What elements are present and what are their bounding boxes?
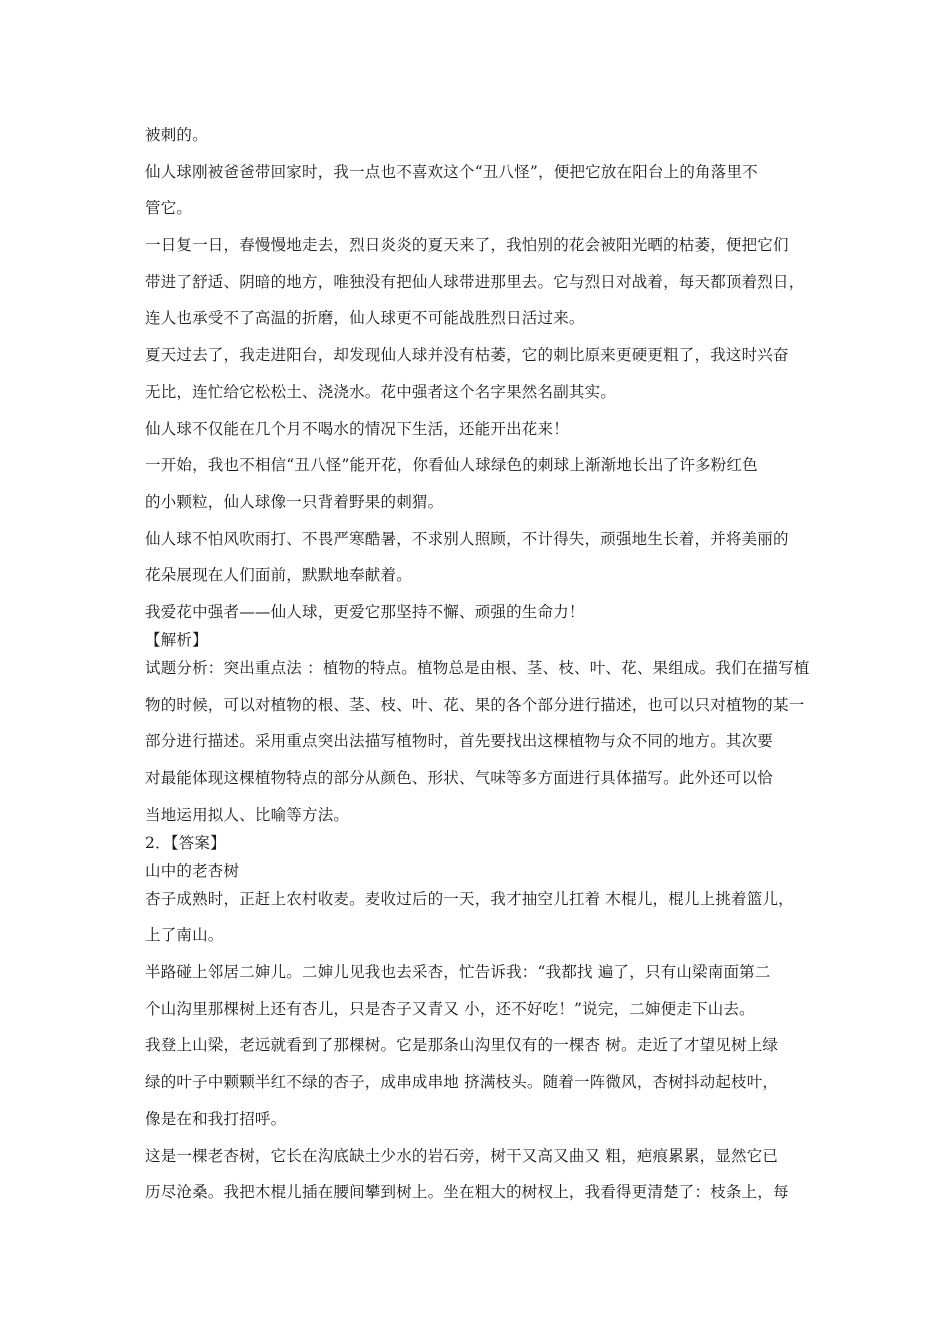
- text-line: 花朵展现在人们面前，默默地奉献着。: [145, 566, 412, 585]
- text-line: 绿的叶子中颗颗半红不绿的杏子，成串成串地 挤满枝头。随着一阵微风，杏树抖动起枝叶，: [145, 1073, 779, 1092]
- text-line: 物的时候，可以对植物的根、茎、枝、叶、花、果的各个部分进行描述，也可以只对植物的某一: [145, 695, 805, 714]
- text-line: 我登上山梁，老远就看到了那棵树。它是那条山沟里仅有的一棵杏 树。走近了才望见树上绿: [145, 1036, 779, 1055]
- text-line: 被刺的。: [145, 126, 208, 144]
- section-heading: 2．【答案】: [145, 833, 226, 852]
- text-line: 历尽沧桑。我把木棍儿插在腰间攀到树上。坐在粗大的树杈上，我看得更清楚了：枝条上，每: [145, 1183, 789, 1202]
- text-line: 试题分析：突出重点法 ：植物的特点。植物总是由根、茎、枝、叶、花、果组成。我们在描写植: [145, 658, 810, 677]
- text-line: 仙人球不怕风吹雨打、不畏严寒酷暑，不求别人照顾，不计得失，顽强地生长着，并将美丽的: [145, 529, 789, 548]
- text-line: 夏天过去了，我走进阳台，却发现仙人球并没有枯萎，它的刺比原来更硬更粗了，我这时兴奋: [145, 346, 789, 365]
- document-body: [145, 122, 815, 1216]
- text-line: 部分进行描述。采用重点突出法描写植物时，首先要找出这棵植物与众不同的地方。其次要: [145, 732, 774, 751]
- text-line: 带进了舒适、阴暗的地方，唯独没有把仙人球带进那里去。它与烈日对战着，每天都顶着烈日，: [145, 272, 805, 291]
- section-heading: 【解析】: [145, 630, 208, 649]
- text-line: 半路碰上邻居二婶儿。二婶儿见我也去采杏，忙告诉我：“我都找 遍了，只有山梁南面第二: [145, 963, 771, 982]
- text-line: 一日复一日，春慢慢地走去，烈日炎炎的夏天来了，我怕别的花会被阳光晒的枯萎，便把它们: [145, 236, 789, 255]
- text-line: 管它。: [145, 199, 193, 218]
- essay-title: 山中的老杏树: [145, 861, 240, 880]
- text-line: 这是一棵老杏树，它长在沟底缺土少水的岩石旁，树干又高又曲又 粗，疤痕累累，显然它已: [145, 1146, 779, 1165]
- text-line: 仙人球刚被爸爸带回家时，我一点也不喜欢这个“丑八怪”，便把它放在阳台上的角落里不: [145, 162, 758, 181]
- text-line: 无比，连忙给它松松土、浇浇水。花中强者这个名字果然名副其实。: [145, 382, 617, 401]
- text-line: 像是在和我打招呼。: [145, 1109, 287, 1128]
- text-line: 连人也承受不了高温的折磨，仙人球更不可能战胜烈日活过来。: [145, 309, 585, 328]
- text-line: 对最能体现这棵植物特点的部分从颜色、形状、气味等多方面进行具体描写。此外还可以恰: [145, 769, 774, 787]
- text-line: 仙人球不仅能在几个月不喝水的情况下生活，还能开出花来！: [145, 419, 569, 438]
- text-line: 我爱花中强者——仙人球，更爱它那坚持不懈、顽强的生命力！: [145, 602, 585, 621]
- text-line: 的小颗粒，仙人球像一只背着野果的刺猬。: [145, 492, 444, 511]
- text-line: 上了南山。: [145, 926, 224, 945]
- text-line: 当地运用拟人、比喻等方法。: [145, 805, 350, 824]
- text-line: 个山沟里那棵树上还有杏儿，只是杏子又青又 小，还不好吃！”说完，二婶便走下山去。: [145, 999, 755, 1018]
- text-line: 一开始，我也不相信“丑八怪”能开花，你看仙人球绿色的刺球上渐渐地长出了许多粉红色: [145, 456, 758, 475]
- text-line: 杏子成熟时，正赶上农村收麦。麦收过后的一天，我才抽空儿扛着 木棍儿，棍儿上挑着篮儿，: [145, 889, 794, 908]
